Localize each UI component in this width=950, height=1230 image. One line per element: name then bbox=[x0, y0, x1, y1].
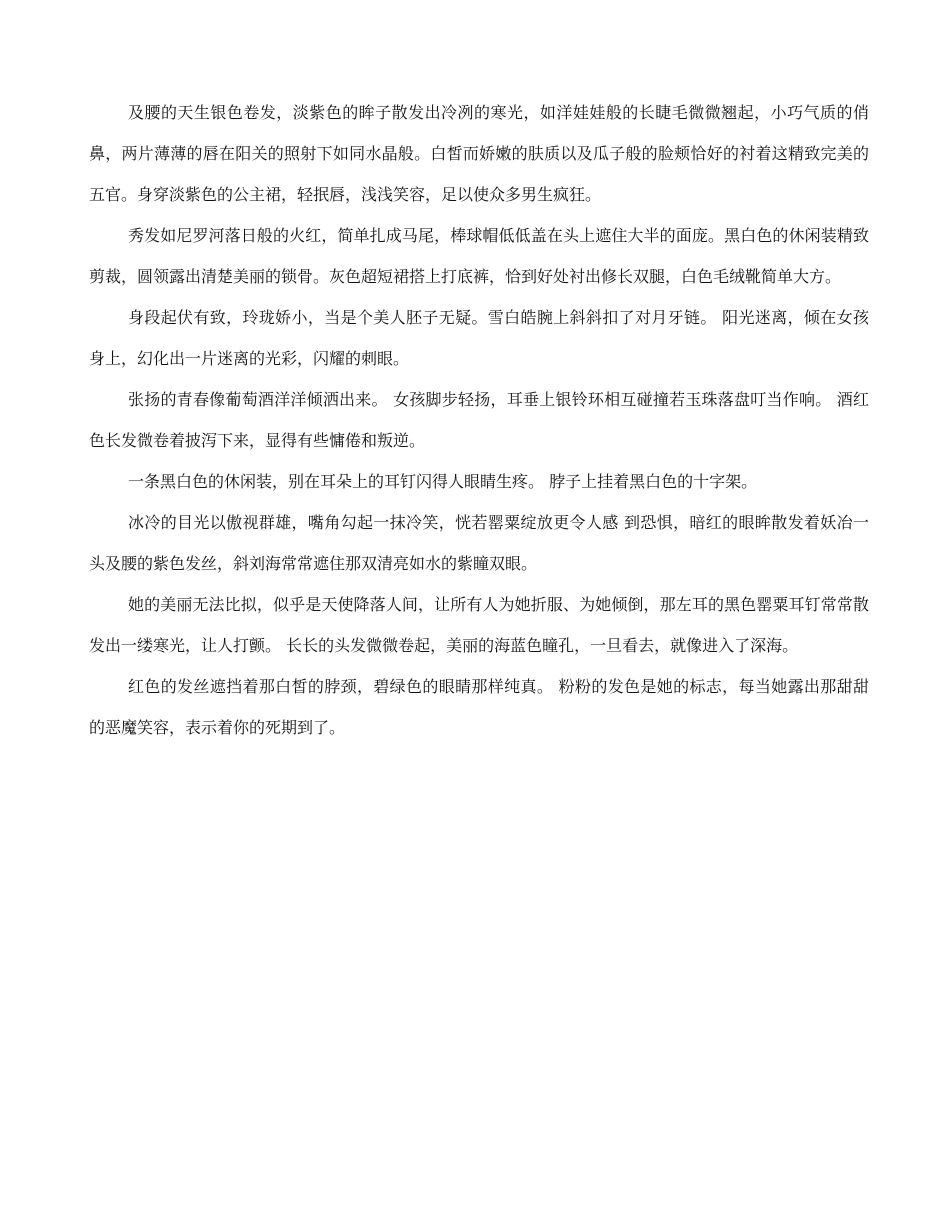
paragraph-2: 秀发如尼罗河落日般的火红，简单扎成马尾，棒球帽低低盖在头上遮住大半的面庞。黑白色的休闲装精致剪裁，圆领露出清楚美丽的锁骨。灰色超短裙搭上打底裤，恰到好处衬出修长双腿，白色毛绒靴简单大方。 bbox=[89, 226, 869, 286]
paragraph-6: 冰冷的目光以傲视群雄，嘴角勾起一抹冷笑，恍若罂粟绽放更令人感 到恐惧，暗红的眼眸散发着妖冶一头及腰的紫色发丝，斜刘海常常遮住那双清亮如水的紫瞳双眼。 bbox=[89, 513, 869, 573]
document-body bbox=[89, 92, 869, 748]
paragraph-1: 及腰的天生银色卷发，淡紫色的眸子散发出冷冽的寒光，如洋娃娃般的长睫毛微微翘起，小巧气质的俏鼻，两片薄薄的唇在阳关的照射下如同水晶般。白皙而娇嫩的肤质以及瓜子般的脸颊恰好的衬着这精致完美的五官。身穿淡紫色的公主裙，轻抿唇，浅浅笑容，足以使众多男生疯狂。 bbox=[89, 103, 869, 204]
paragraph-3: 身段起伏有致，玲珑娇小，当是个美人胚子无疑。雪白皓腕上斜斜扣了对月牙链。 阳光迷离，倾在女孩身上，幻化出一片迷离的光彩，闪耀的刺眼。 bbox=[89, 308, 869, 368]
paragraph-5: 一条黑白色的休闲装，别在耳朵上的耳钉闪得人眼睛生疼。 脖子上挂着黑白色的十字架。 bbox=[128, 472, 758, 491]
paragraph-8: 红色的发丝遮挡着那白皙的脖颈，碧绿色的眼睛那样纯真。 粉粉的发色是她的标志，每当她露出那甜甜的恶魔笑容，表示着你的死期到了。 bbox=[89, 677, 869, 737]
paragraph-4: 张扬的青春像葡萄酒洋洋倾洒出来。 女孩脚步轻扬，耳垂上银铃环相互碰撞若玉珠落盘叮当作响。 酒红色长发微卷着披泻下来，显得有些慵倦和叛逆。 bbox=[89, 390, 869, 450]
paragraph-7: 她的美丽无法比拟，似乎是天使降落人间，让所有人为她折服、为她倾倒，那左耳的黑色罂粟耳钉常常散发出一缕寒光，让人打颤。 长长的头发微微卷起，美丽的海蓝色瞳孔，一旦看去，就像进入了深海。 bbox=[89, 595, 869, 655]
